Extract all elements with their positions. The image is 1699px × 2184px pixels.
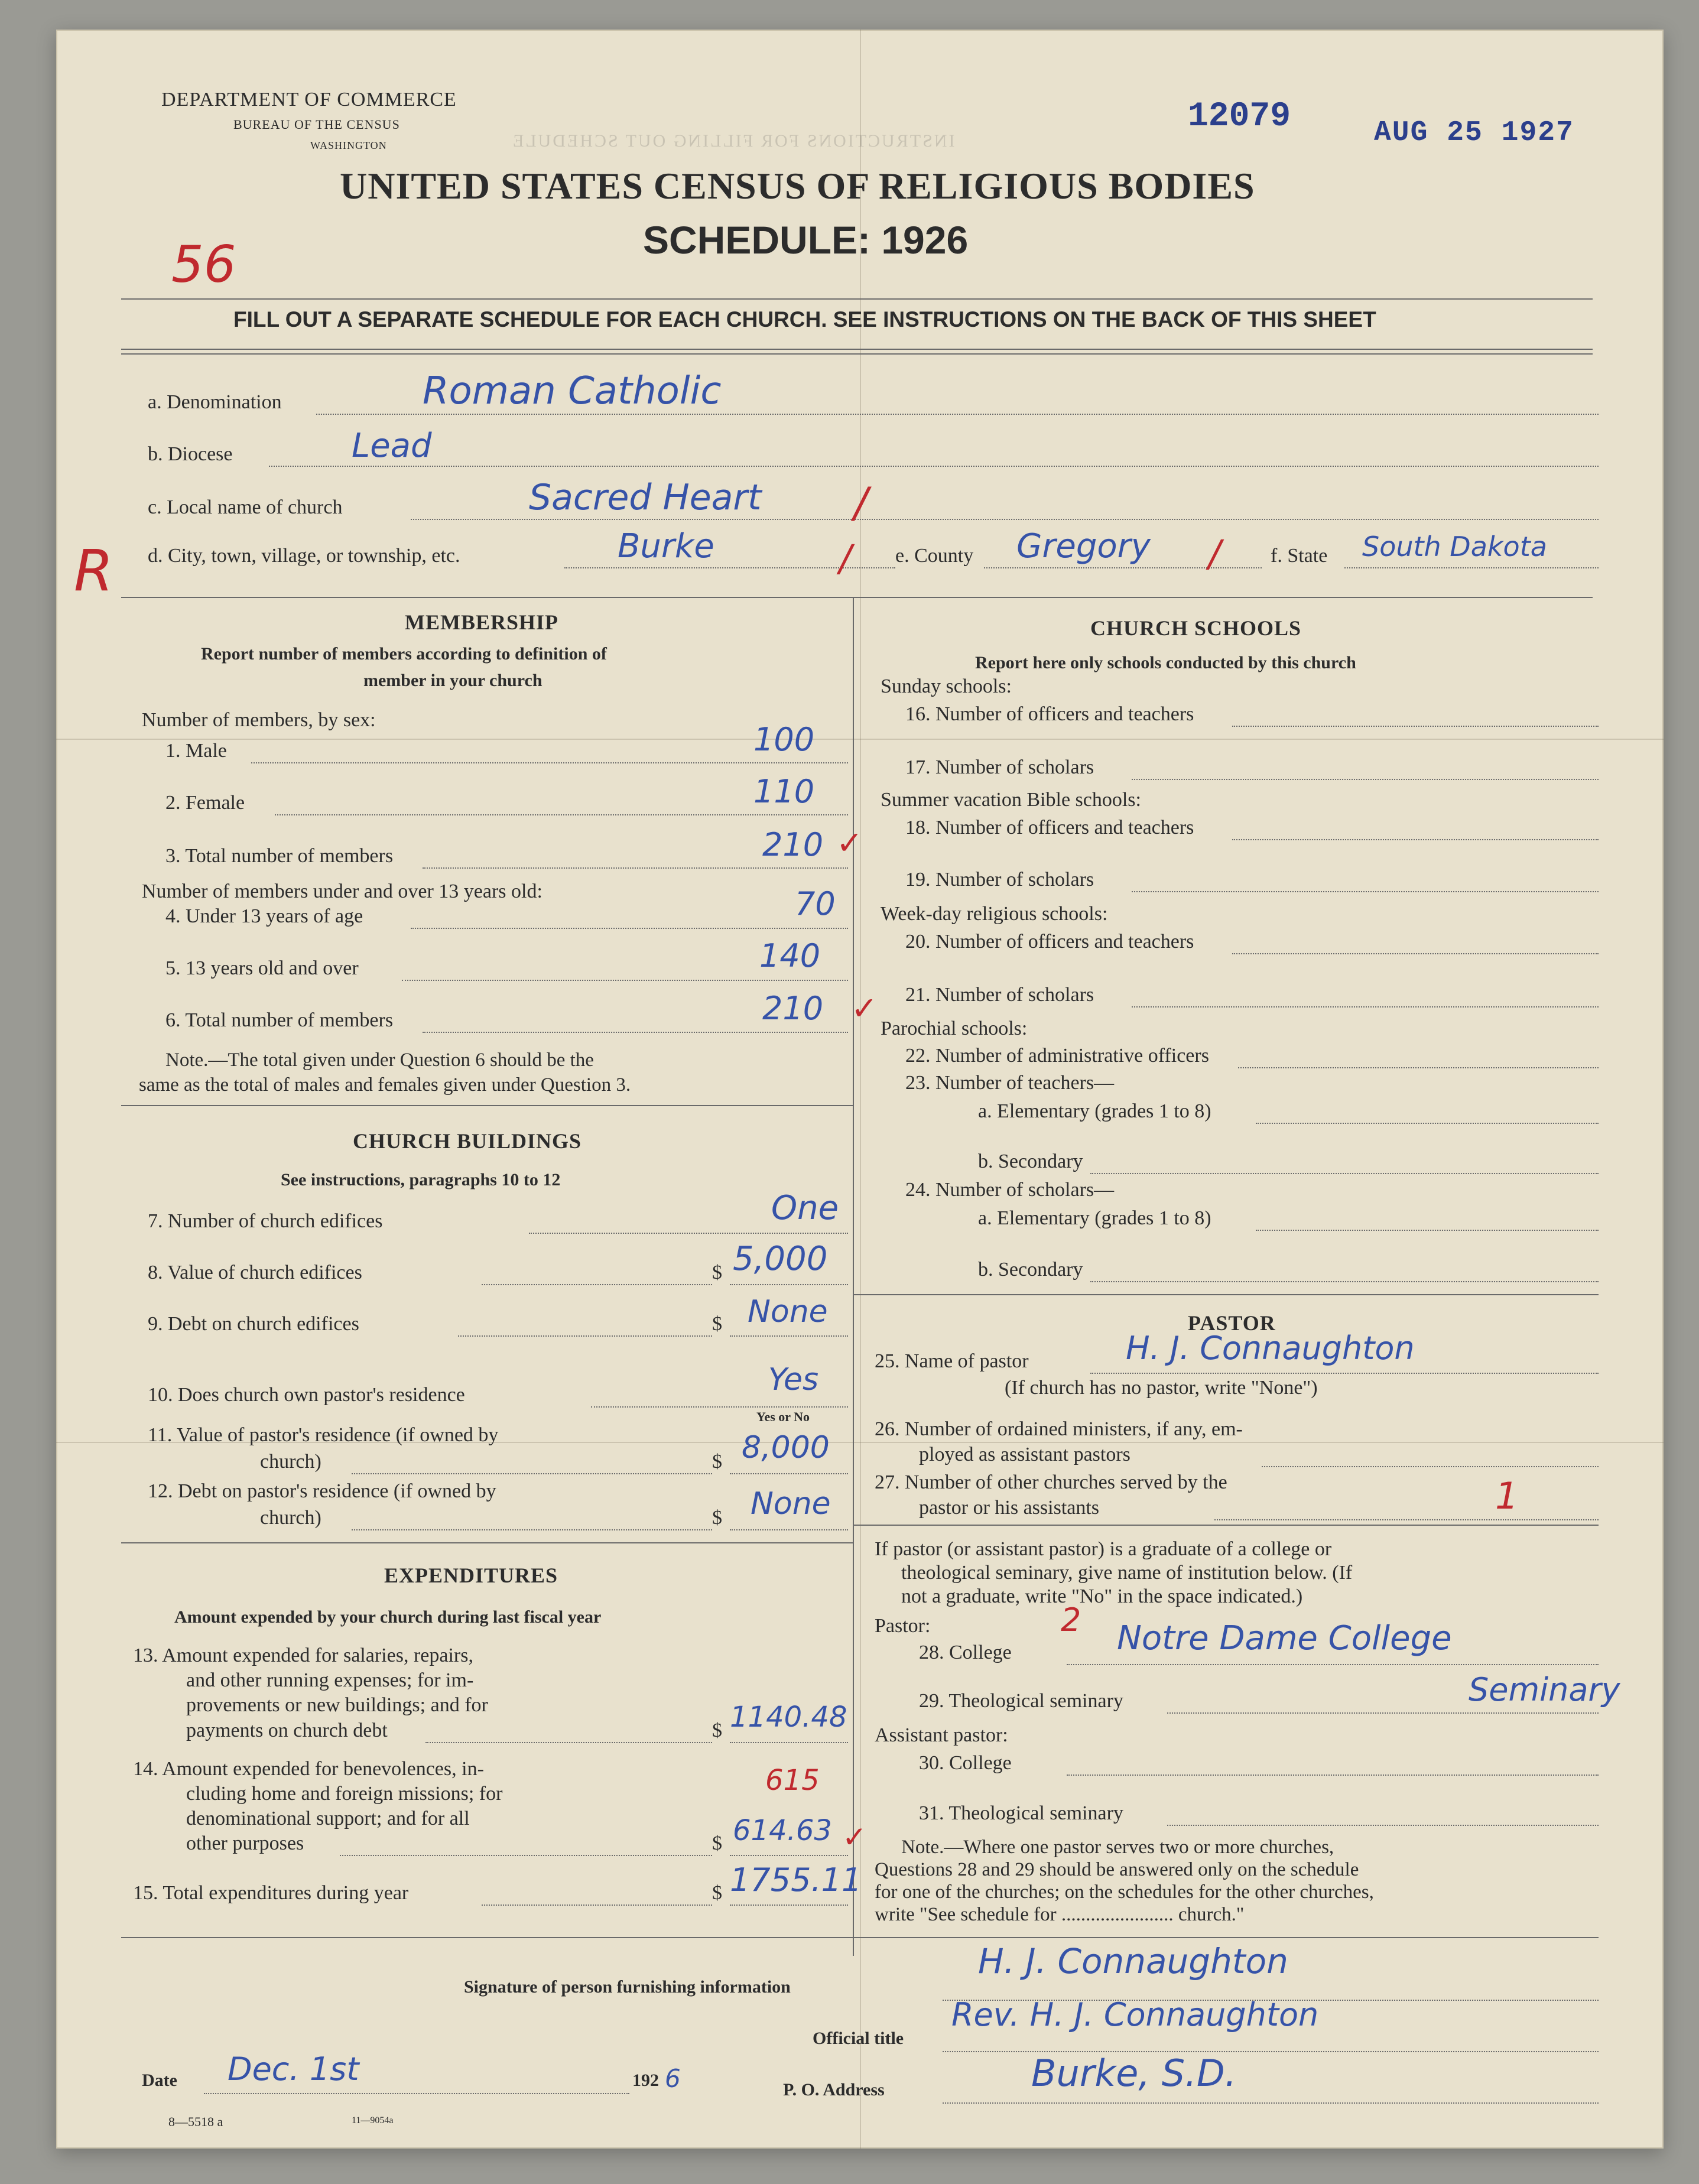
diocese-value[interactable]: Lead <box>352 427 432 465</box>
q1-value[interactable]: 100 <box>753 721 815 758</box>
instruction-banner: FILL OUT A SEPARATE SCHEDULE FOR EACH CHURCH. SEE INSTRUCTIONS ON THE BACK OF THIS SHEET <box>233 307 1376 332</box>
q14-annotation: 615 <box>765 1764 820 1797</box>
under-over-label: Number of members under and over 13 years old: <box>142 880 542 902</box>
divider <box>121 1105 853 1106</box>
local-name-value[interactable]: Sacred Heart <box>529 477 762 518</box>
q28-mark: 2 <box>1061 1601 1081 1639</box>
date-line <box>204 2093 629 2094</box>
q16-line <box>1232 726 1599 727</box>
graduate-instruction: If pastor (or assistant pastor) is a graduate of a college or <box>875 1538 1332 1560</box>
q4-value[interactable]: 70 <box>795 885 836 922</box>
q14-label: 14. Amount expended for benevolences, in- <box>133 1758 484 1780</box>
q24b-line <box>1090 1281 1599 1282</box>
diocese-line <box>269 466 1599 467</box>
expenditures-heading: EXPENDITURES <box>384 1564 558 1587</box>
q7-line <box>529 1233 848 1234</box>
buildings-subheading: See instructions, paragraphs 10 to 12 <box>281 1170 561 1190</box>
q12-line <box>730 1529 848 1530</box>
q23b-label: b. Secondary <box>978 1150 1083 1172</box>
city-label: d. City, town, village, or township, etc. <box>148 545 460 567</box>
membership-note: same as the total of males and females given under Question 3. <box>139 1074 631 1096</box>
q28-label: 28. College <box>919 1642 1012 1663</box>
q30-line <box>1067 1774 1599 1776</box>
q27-label: 27. Number of other churches served by the <box>875 1471 1227 1493</box>
red-check-mark: / <box>839 537 852 580</box>
q11-label: church) <box>260 1451 321 1473</box>
red-check-mark: ✓ <box>836 824 863 862</box>
q23a-label: a. Elementary (grades 1 to 8) <box>978 1100 1211 1122</box>
dollar-sign: $ <box>712 1313 722 1335</box>
column-divider <box>853 597 854 1956</box>
q8-label: 8. Value of church edifices <box>148 1262 362 1283</box>
q6-value[interactable]: 210 <box>762 990 824 1027</box>
q9-value[interactable]: None <box>748 1294 828 1330</box>
q8-leader <box>482 1284 712 1285</box>
schools-subheading: Report here only schools conducted by this church <box>975 653 1356 672</box>
q2-label: 2. Female <box>165 792 245 814</box>
q3-line <box>423 867 848 869</box>
schools-heading: CHURCH SCHOOLS <box>1090 616 1302 640</box>
pastor-note: for one of the churches; on the schedules for the other churches, <box>875 1881 1374 1903</box>
date-value[interactable]: Dec. 1st <box>228 2050 359 2088</box>
department-label: DEPARTMENT OF COMMERCE <box>161 89 457 110</box>
q3-label: 3. Total number of members <box>165 845 394 867</box>
stamp-number: 12079 <box>1188 98 1291 136</box>
q23a-line <box>1256 1123 1599 1124</box>
state-value[interactable]: South Dakota <box>1362 531 1547 563</box>
q12-label: 12. Debt on pastor's residence (if owned by <box>148 1480 496 1502</box>
po-address-label: P. O. Address <box>783 2080 885 2100</box>
red-check-mark: / <box>1209 532 1221 575</box>
q2-value[interactable]: 110 <box>753 773 815 810</box>
q27-value[interactable]: 1 <box>1495 1474 1519 1517</box>
q23-label: 23. Number of teachers— <box>905 1072 1115 1094</box>
membership-note: Note.—The total given under Question 6 should be the <box>165 1049 594 1071</box>
q25-hint: (If church has no pastor, write "None") <box>1005 1377 1318 1399</box>
page-title: UNITED STATES CENSUS OF RELIGIOUS BODIES <box>340 165 1255 207</box>
q9-label: 9. Debt on church edifices <box>148 1313 359 1335</box>
form-number: 8—5518 a <box>168 2114 223 2129</box>
q15-value[interactable]: 1755.11 <box>730 1861 862 1899</box>
q13-label: 13. Amount expended for salaries, repairs, <box>133 1644 473 1666</box>
q10-line <box>591 1406 848 1408</box>
q2-line <box>275 814 848 815</box>
county-label: e. County <box>895 545 974 567</box>
q1-label: 1. Male <box>165 740 227 762</box>
q14-label: other purposes <box>186 1832 304 1854</box>
q14-label: denominational support; and for all <box>186 1808 470 1829</box>
q18-line <box>1232 839 1599 840</box>
q13-label: provements or new buildings; and for <box>186 1694 488 1716</box>
weekday-schools-label: Week-day religious schools: <box>881 903 1108 925</box>
denomination-line <box>316 414 1599 415</box>
denomination-value[interactable]: Roman Catholic <box>423 369 722 413</box>
q7-label: 7. Number of church edifices <box>148 1210 383 1232</box>
margin-number: 56 <box>171 235 236 294</box>
q5-label: 5. 13 years old and over <box>165 957 359 979</box>
pastor-note: write "See schedule for ....................... church." <box>875 1904 1245 1925</box>
margin-letter: R <box>74 538 113 604</box>
q27-label: pastor or his assistants <box>919 1497 1100 1519</box>
divider <box>121 1542 853 1543</box>
q11-leader <box>352 1473 712 1474</box>
dollar-sign: $ <box>712 1720 722 1741</box>
q19-line <box>1132 891 1599 892</box>
buildings-heading: CHURCH BUILDINGS <box>353 1129 582 1153</box>
po-address-line <box>943 2102 1599 2104</box>
q13-value[interactable]: 1140.48 <box>730 1701 847 1734</box>
q17-line <box>1132 779 1599 780</box>
q27-line <box>1214 1519 1599 1520</box>
schedule-title: SCHEDULE: 1926 <box>643 218 969 262</box>
q26-line <box>1262 1466 1599 1467</box>
membership-subheading: member in your church <box>363 671 542 690</box>
census-form-sheet <box>56 30 1664 2149</box>
print-code: 11—9054a <box>352 2115 394 2126</box>
q29-line <box>1167 1712 1599 1714</box>
q24-label: 24. Number of scholars— <box>905 1179 1115 1201</box>
dollar-sign: $ <box>712 1882 722 1904</box>
signature-value[interactable]: H. J. Connaughton <box>978 1941 1288 1981</box>
q1-line <box>251 762 848 763</box>
q13-leader <box>425 1742 712 1743</box>
denomination-label: a. Denomination <box>148 391 282 413</box>
q15-line <box>730 1904 848 1906</box>
q18-label: 18. Number of officers and teachers <box>905 817 1194 838</box>
q15-label: 15. Total expenditures during year <box>133 1882 409 1904</box>
year-prefix: 192 <box>632 2071 659 2090</box>
q11-label: 11. Value of pastor's residence (if owned by <box>148 1424 499 1446</box>
bleed-through-title: INSTRUCTIONS FOR FILLING OUT SCHEDULE <box>511 131 955 151</box>
sunday-schools-label: Sunday schools: <box>881 675 1012 697</box>
summer-schools-label: Summer vacation Bible schools: <box>881 789 1141 811</box>
county-value[interactable]: Gregory <box>1016 527 1151 566</box>
bureau-label: BUREAU OF THE CENSUS <box>233 117 400 132</box>
q14-value[interactable]: 614.63 <box>733 1814 832 1847</box>
q22-label: 22. Number of administrative officers <box>905 1045 1209 1067</box>
q25-line <box>1090 1373 1599 1374</box>
q29-label: 29. Theological seminary <box>919 1690 1123 1712</box>
q8-value[interactable]: 5,000 <box>733 1240 828 1278</box>
pastor-note: Questions 28 and 29 should be answered only on the schedule <box>875 1859 1359 1880</box>
divider <box>853 1294 1599 1295</box>
divider <box>121 353 1593 355</box>
red-check-mark: ✓ <box>842 1820 867 1854</box>
assistant-subhead: Assistant pastor: <box>875 1724 1008 1746</box>
state-label: f. State <box>1271 545 1328 567</box>
state-line <box>1344 567 1599 568</box>
divider <box>121 597 1593 598</box>
q13-label: payments on church debt <box>186 1720 388 1741</box>
q29-value[interactable]: Seminary <box>1469 1671 1620 1708</box>
q14-label: cluding home and foreign missions; for <box>186 1783 503 1805</box>
q23b-line <box>1090 1173 1599 1174</box>
q21-line <box>1132 1006 1599 1008</box>
year-value[interactable]: 6 <box>665 2064 681 2093</box>
q11-value[interactable]: 8,000 <box>742 1430 830 1465</box>
q13-line <box>730 1742 848 1743</box>
pastor-note: Note.—Where one pastor serves two or more churches, <box>901 1837 1334 1858</box>
divider <box>121 1937 1599 1938</box>
q20-label: 20. Number of officers and teachers <box>905 931 1194 953</box>
q4-label: 4. Under 13 years of age <box>165 905 363 927</box>
q26-label: ployed as assistant pastors <box>919 1444 1130 1465</box>
q31-line <box>1167 1825 1599 1826</box>
graduate-instruction: not a graduate, write "No" in the space indicated.) <box>901 1585 1303 1607</box>
red-check-mark: ✓ <box>851 990 878 1027</box>
divider <box>121 349 1593 350</box>
q25-label: 25. Name of pastor <box>875 1350 1029 1372</box>
q10-label: 10. Does church own pastor's residence <box>148 1384 465 1406</box>
q24b-label: b. Secondary <box>978 1259 1083 1280</box>
q13-label: and other running expenses; for im- <box>186 1669 474 1691</box>
dollar-sign: $ <box>712 1451 722 1473</box>
membership-heading: MEMBERSHIP <box>405 610 559 634</box>
dollar-sign: $ <box>712 1832 722 1854</box>
q30-label: 30. College <box>919 1752 1012 1774</box>
q3-value[interactable]: 210 <box>762 826 824 863</box>
diocese-label: b. Diocese <box>148 443 233 465</box>
dollar-sign: $ <box>712 1262 722 1283</box>
q16-label: 16. Number of officers and teachers <box>905 703 1194 725</box>
q21-label: 21. Number of scholars <box>905 984 1094 1006</box>
q5-line <box>402 980 848 981</box>
q12-label: church) <box>260 1507 321 1529</box>
q24a-label: a. Elementary (grades 1 to 8) <box>978 1207 1211 1229</box>
q6-label: 6. Total number of members <box>165 1009 394 1031</box>
q14-leader <box>340 1855 712 1856</box>
stamp-date: AUG 25 1927 <box>1374 117 1574 149</box>
divider <box>121 298 1593 300</box>
q17-label: 17. Number of scholars <box>905 756 1094 778</box>
signature-label: Signature of person furnishing information <box>464 1977 791 1997</box>
q10-value[interactable]: Yes <box>768 1362 819 1398</box>
membership-subheading: Report number of members according to definition of <box>201 644 607 664</box>
q6-line <box>423 1032 848 1033</box>
graduate-instruction: theological seminary, give name of institution below. (If <box>901 1562 1353 1584</box>
q22-line <box>1238 1067 1599 1068</box>
q12-leader <box>352 1529 712 1530</box>
official-title-label: Official title <box>813 2029 904 2048</box>
q9-leader <box>458 1335 712 1337</box>
red-check-mark: / <box>854 479 868 527</box>
q19-label: 19. Number of scholars <box>905 869 1094 890</box>
q20-line <box>1232 953 1599 954</box>
city-value[interactable]: Burke <box>618 527 714 566</box>
q10-hint: Yes or No <box>756 1409 810 1424</box>
expenditures-subheading: Amount expended by your church during last fiscal year <box>174 1607 602 1627</box>
q11-line <box>730 1473 848 1474</box>
local-name-label: c. Local name of church <box>148 496 343 518</box>
q8-line <box>730 1284 848 1285</box>
q9-line <box>730 1335 848 1337</box>
q7-value[interactable]: One <box>771 1189 839 1227</box>
q24a-line <box>1256 1230 1599 1231</box>
q25-value[interactable]: H. J. Connaughton <box>1126 1330 1415 1367</box>
po-address-value[interactable]: Burke, S.D. <box>1031 2052 1237 2095</box>
pastor-subhead: Pastor: <box>875 1615 931 1637</box>
q31-label: 31. Theological seminary <box>919 1802 1123 1824</box>
city-label: WASHINGTON <box>310 139 387 151</box>
official-title-value[interactable]: Rev. H. J. Connaughton <box>951 1996 1319 2033</box>
divider <box>853 1525 1599 1526</box>
date-label: Date <box>142 2071 177 2090</box>
dollar-sign: $ <box>712 1507 722 1529</box>
q26-label: 26. Number of ordained ministers, if any, em- <box>875 1418 1243 1440</box>
q4-line <box>411 928 848 929</box>
q28-line <box>1067 1664 1599 1665</box>
by-sex-label: Number of members, by sex: <box>142 709 376 731</box>
q15-leader <box>482 1904 712 1906</box>
q12-value[interactable]: None <box>751 1486 831 1522</box>
q5-value[interactable]: 140 <box>759 937 821 974</box>
local-name-line <box>411 519 1599 520</box>
q14-line <box>730 1855 848 1856</box>
q28-value[interactable]: Notre Dame College <box>1117 1619 1452 1658</box>
pastor-heading: PASTOR <box>1188 1311 1276 1335</box>
parochial-schools-label: Parochial schools: <box>881 1018 1028 1039</box>
